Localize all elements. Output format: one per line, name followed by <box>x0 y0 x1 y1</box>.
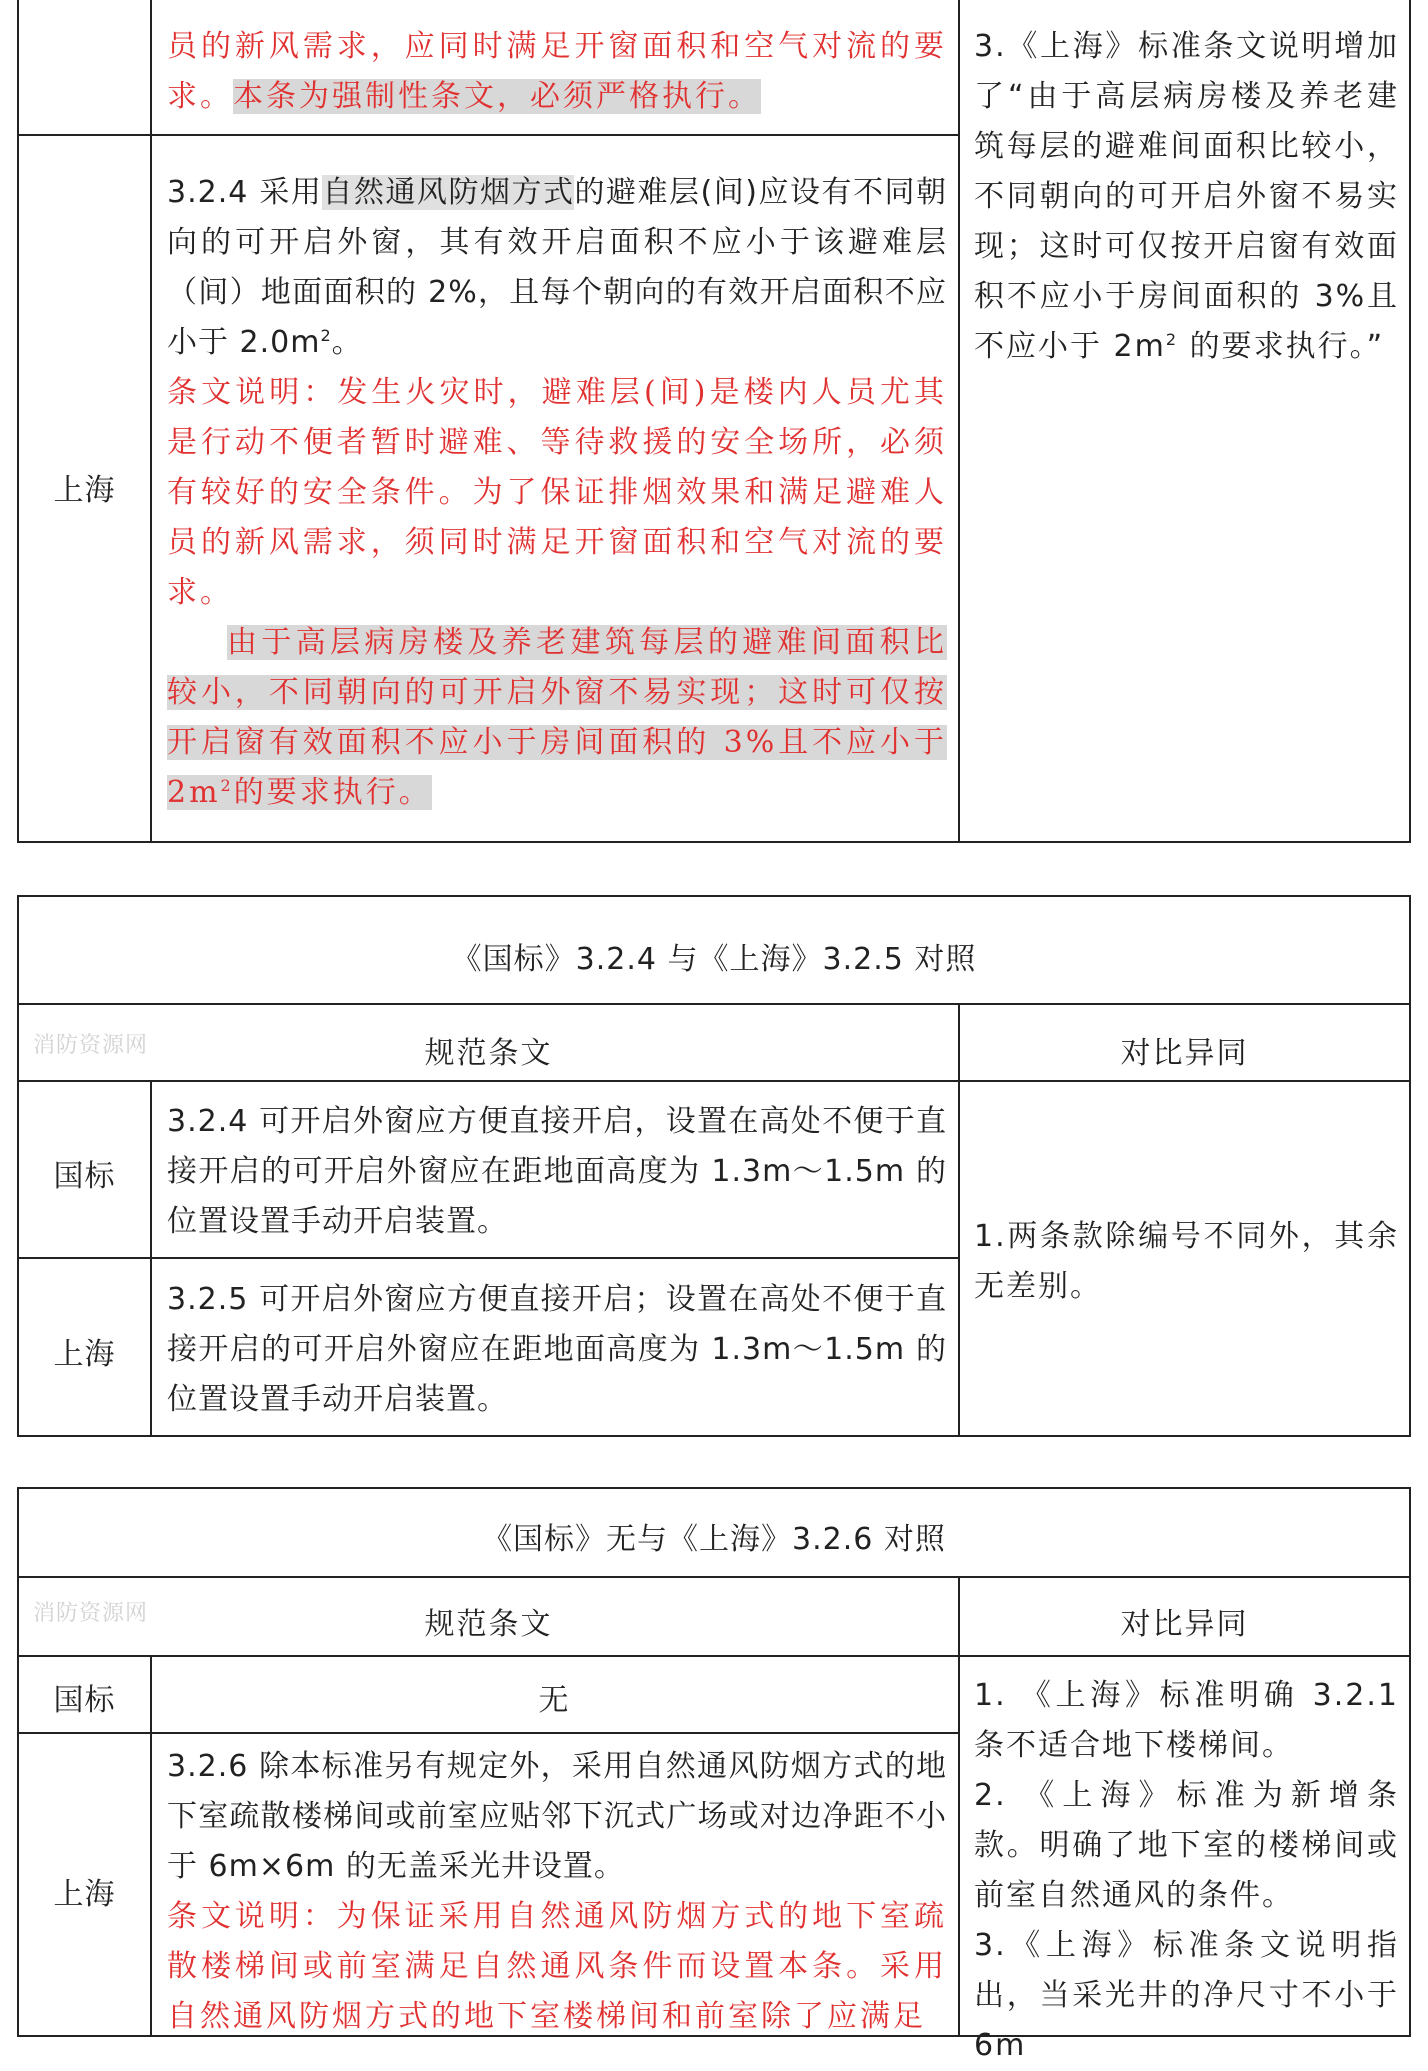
comparison-table-324-325 <box>17 895 1411 1437</box>
watermark: 消防资源网 <box>33 1601 149 1626</box>
comparison-table-none-326 <box>17 1487 1411 2063</box>
column-divider <box>958 1576 960 2035</box>
row-divider <box>19 1655 1409 1657</box>
watermark: 消防资源网 <box>33 1033 149 1058</box>
compare-item-1: 1. 《上海》标准明确 3.2.1 条不适合地下楼梯间。 <box>974 1678 1399 1763</box>
prev-explanation-text: 员的新风需求，应同时满足开窗面积和空气对流的要求。 <box>167 29 947 114</box>
clause-3-2-4-national: 3.2.4 可开启外窗应方便直接开启，设置在高处不便于直接开启的可开启外窗应在距地面高度为 1.3m～1.5m 的位置设置手动开启装置。 <box>167 1104 947 1239</box>
clause-3-2-6-shanghai <box>167 1742 947 2042</box>
region-label-shanghai: 上海 <box>53 473 116 508</box>
prev-explanation-tail <box>167 22 947 122</box>
header-clause: 规范条文 <box>424 1607 553 1642</box>
column-divider <box>150 0 152 841</box>
header-compare: 对比异同 <box>1120 1607 1249 1642</box>
clause-text: 3.2.4 采用自然通风防烟方式的避难层(间)应设有不同朝向的可开启外窗，其有效开启面积不应小于该避难层（间）地面面积的 2%，且每个朝向的有效开启面积不应小于 $2.0m^2$。 <box>167 175 947 360</box>
row-divider <box>19 134 960 136</box>
clause-explanation: 条文说明：发生火灾时，避难层(间)是楼内人员尤其是行动不便者暂时避难、等待救援的安全场所，必须有较好的安全条件。为了保证排烟效果和满足避难人员的新风需求，须同时满足开窗面积和空气对流的要求。 <box>167 375 947 610</box>
row-divider <box>19 1257 960 1259</box>
compare-notes: 3.《上海》标准条文说明增加了“由于高层病房楼及养老建筑每层的避难间面积比较小，不同朝向的可开启外窗不易实现；这时可仅按开启窗有效面积不应小于房间面积的 3%且不应小于 $2m^2$ 的要求执行。” <box>974 29 1399 364</box>
region-label-national: 国标 <box>53 1159 116 1194</box>
region-label-shanghai: 上海 <box>53 1337 116 1372</box>
shanghai-324-table <box>17 0 1411 843</box>
column-divider <box>958 0 960 841</box>
clause-text: 3.2.6 除本标准另有规定外，采用自然通风防烟方式的地下室疏散楼梯间或前室应贴邻下沉式广场或对边净距不小于 6m×6m 的无盖采光井设置。 <box>167 1749 947 1884</box>
row-divider <box>19 1576 1409 1578</box>
compare-notes: 1.两条款除编号不同外，其余无差别。 <box>974 1219 1399 1304</box>
table-title: 《国标》无与《上海》3.2.6 对照 <box>482 1522 946 1557</box>
row-divider <box>19 1003 1409 1005</box>
header-clause: 规范条文 <box>424 1036 553 1071</box>
highlighted-explanation: 由于高层病房楼及养老建筑每层的避难间面积比较小，不同朝向的可开启外窗不易实现；这时可仅按开启窗有效面积不应小于房间面积的 3%且不应小于 $2m^2$的要求执行。 <box>167 625 947 810</box>
clause-3-2-5-shanghai: 3.2.5 可开启外窗应方便直接开启；设置在高处不便于直接开启的可开启外窗应在距地面高度为 1.3m～1.5m 的位置设置手动开启装置。 <box>167 1282 947 1417</box>
region-label-shanghai: 上海 <box>53 1877 116 1912</box>
compare-item-2: 2. 《上海》标准为新增条款。明确了地下室的楼梯间或前室自然通风的条件。 <box>974 1778 1399 1913</box>
row-divider <box>19 1732 960 1734</box>
region-label-national: 国标 <box>53 1683 116 1718</box>
clause-explanation: 条文说明：为保证采用自然通风防烟方式的地下室疏散楼梯间或前室满足自然通风条件而设置本条。采用自然通风防烟方式的地下室楼梯间和前室除了应满足 <box>167 1899 947 2034</box>
mandatory-notice: 本条为强制性条文，必须严格执行。 <box>233 79 761 114</box>
table-title: 《国标》3.2.4 与《上海》3.2.5 对照 <box>451 942 977 977</box>
compare-notes <box>974 1671 1399 2071</box>
row-divider <box>19 1080 1409 1082</box>
clause-none: 无 <box>538 1683 570 1718</box>
header-compare: 对比异同 <box>1120 1036 1249 1071</box>
highlighted-term: 自然通风防烟方式 <box>322 175 575 210</box>
clause-3-2-4-shanghai <box>167 168 947 818</box>
compare-item-3: 3.《上海》标准条文说明指出，当采光井的净尺寸不小于 6m <box>974 1928 1399 2063</box>
